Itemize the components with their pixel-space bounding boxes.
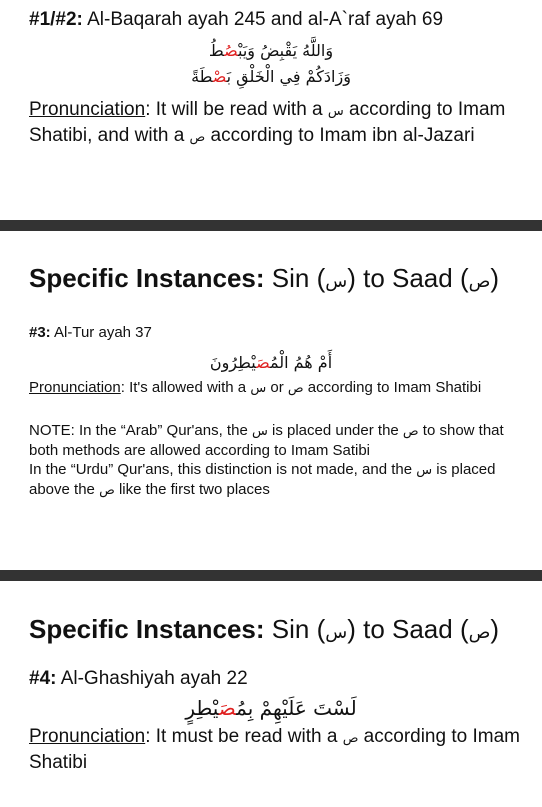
highlighted-letter: صَ (256, 353, 270, 372)
section-3 (0, 613, 542, 775)
letter-sin: س (325, 271, 348, 292)
ayah-text-3: أَمْ هُمُ الْمُصَيْطِرُونَ (209, 353, 333, 372)
section-divider (0, 570, 542, 581)
letter-saad: ص (99, 483, 115, 498)
letter-saad: ص (402, 424, 419, 439)
section-2 (0, 262, 542, 500)
ayah-text-1: وَاللَّهُ يَقْبِضُ وَيَبْصُطُ (208, 41, 334, 60)
note-arab-quran: NOTE: In the “Arab” Qur'ans, the س is placed under the ص to show that both methods are allowed according to Imam Satibi (29, 422, 504, 459)
section-divider (0, 220, 542, 231)
highlighted-letter: صَ (218, 696, 237, 720)
pronunciation-label: Pronunciation (29, 726, 146, 747)
letter-sin: س (325, 622, 348, 643)
section-1 (0, 8, 542, 150)
letter-saad: ص (287, 381, 304, 396)
ref-number: #1/#2: (29, 9, 83, 30)
letter-saad: ص (468, 271, 491, 292)
pronunciation-label: Pronunciation (29, 99, 146, 120)
letter-sin: س (327, 104, 344, 119)
letter-saad: ص (468, 622, 491, 643)
highlighted-letter: صْ (212, 67, 227, 86)
highlighted-letter: صُ (224, 41, 238, 60)
ref-text: Al-Tur ayah 37 (50, 324, 152, 341)
pronunciation-1: Pronunciation: It will be read with a س according to Imam Shatibi, and with a ص according to Imam ibn al-Jazari (29, 99, 506, 146)
note-urdu-quran: In the “Urdu” Qur'ans, this distinction is not made, and the س is placed above the ص like the first two places (29, 461, 496, 498)
letter-sin: س (416, 463, 433, 478)
pronunciation-3: Pronunciation: It's allowed with a س or ص according to Imam Shatibi (29, 379, 482, 396)
letter-saad: ص (342, 731, 359, 746)
ayah-reference-1-2 (0, 8, 542, 32)
pronunciation-label: Pronunciation (29, 379, 121, 396)
ayah-text-2: وَزَادَكُمْ فِي الْخَلْقِ بَصْطَةً (191, 67, 351, 86)
letter-sin: س (250, 381, 267, 396)
ref-text: Al-Baqarah ayah 245 and al-A`raf ayah 69 (82, 9, 444, 30)
ref-number: #4: (29, 668, 57, 689)
ref-number: #3: (29, 324, 51, 341)
ayah-reference-3 (0, 323, 542, 342)
section-title: Specific Instances: Sin (س) to Saad (ص) (29, 614, 500, 644)
pronunciation-4: Pronunciation: It must be read with a ص according to Imam Shatibi (29, 726, 520, 773)
ayah-text-4: لَسْتَ عَلَيْهِمْ بِمُصَيْطِرٍ (185, 696, 357, 720)
ayah-reference-4 (0, 667, 542, 691)
section-title: Specific Instances: Sin (س) to Saad (ص) (29, 263, 500, 293)
letter-sin: س (251, 424, 268, 439)
ref-text: Al-Ghashiyah ayah 22 (56, 668, 248, 689)
letter-saad: ص (189, 130, 206, 145)
